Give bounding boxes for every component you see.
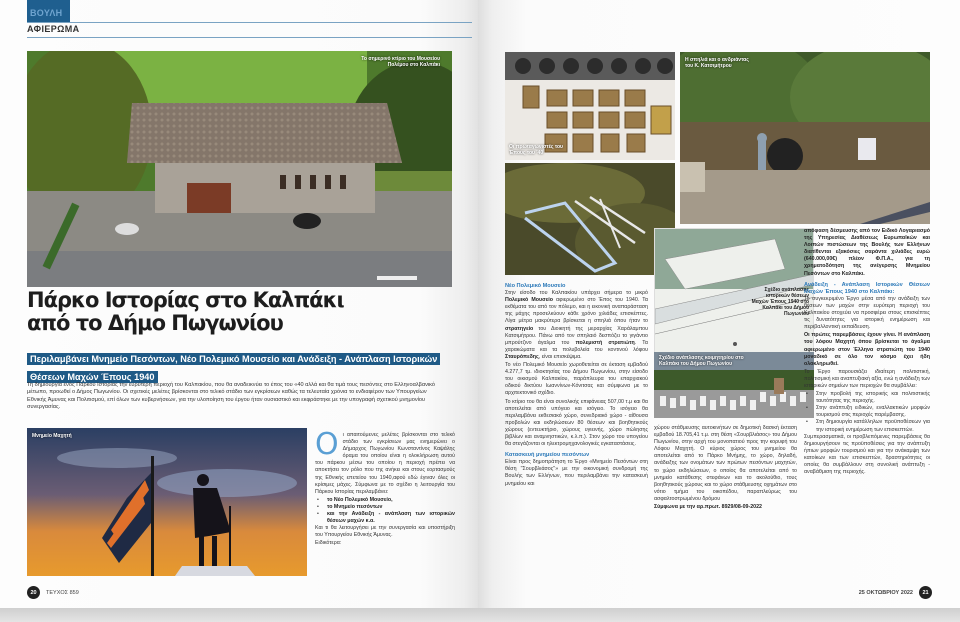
museum-photo-caption: Οι πρωταγωνιστές του Έπους του '40 — [509, 144, 563, 156]
right-column-1 — [505, 283, 648, 489]
museum-building-paragraph: Το κτίριο του θα είναι συνολικής επιφάνειας 507,00 τ.μ και θα αποτελείται από υπόγειο και ισόγειο. Το ισόγειο θα περιλαμβάνει εκθεσιακό χώρο, συνεδριακό χώρο - αίθουσα προβολών και εκδηλώσεων 80 θέσεων και βοηθητικούς χώρους (εντευκτήριο, χώρους υγιεινής, χώρο πώλησης βιβλίων και αναμνηστικών, κ.λ.π.). Στον χώρο του υπογείου θα στεγάζονται οι ηλεκτρομηχανολογικές εγκαταστάσεις. — [505, 398, 648, 448]
left-body-column — [315, 427, 455, 549]
cave-statue-image — [680, 52, 930, 224]
site-plan-drawing — [654, 228, 814, 353]
project-benefits-list — [804, 391, 930, 434]
right-column-3 — [804, 228, 930, 477]
list-item: • Στην ανάπτυξη ειδικών, εναλλακτικών μορφών τουρισμού στις περιοχές παρέμβασης. — [804, 405, 930, 419]
headline-line-1: Πάρκο Ιστορίας στο Καλπάκι — [27, 288, 344, 312]
photo-fighter-monument — [27, 428, 307, 576]
left-page — [0, 0, 478, 610]
monument-sunset-image — [27, 428, 307, 576]
list-item: • και την Ανάδειξη - ανάπλαση των ιστορικών θέσεων μαχών κ.α. — [315, 511, 455, 525]
project-value-paragraph: Το Έργο παρουσιάζει ιδιαίτερη πολιτιστική, πολιτισμική και αναπτυξιακή αξία, ενώ η ανάδειξη των ιστορικών σημείων των περιοχών θα συμβάλλει: — [804, 368, 930, 389]
conclusion-paragraph: Συμπερασματικά, οι προβλεπόμενες παρεμβάσεις θα δημιουργήσουν τις προϋποθέσεις για την ανάπτυξη ήπιων μορφών τουρισμού και για την ανάκαμψη των κατοίκων και των επισκεπτών, δραστηριότητες οι οποίες θα συμβάλλουν στη συνολική ανάπτυξη - αναβάθμιση της περιοχής. — [804, 433, 930, 476]
right-page — [478, 0, 960, 610]
dropcap: Ο — [315, 427, 339, 462]
photo-trenches-aerial — [505, 163, 675, 275]
new-museum-heading: Νέο Πολεμικό Μουσείο — [505, 283, 566, 289]
cooperation-paragraph: Και τι θα λειτουργήσει με την συνεργασία και υποστήριξη του Υπουργείου Εθνικής Άμυνας. — [315, 525, 455, 539]
reference-footnote: Σύμφωνα με την αρ.πρωτ. 8929/08-09-2022 — [654, 504, 763, 511]
list-item: • Στη δημιουργία κατάλληλων προϋποθέσεων για την ιστορική ενημέρωση των επισκεπτών. — [804, 419, 930, 433]
photo-cave-statue — [680, 52, 930, 224]
article-headline — [27, 289, 447, 335]
issue-label: ΤΕΥΧΟΣ 859 — [46, 589, 79, 596]
section-label: ΑΦΙΕΡΩΜΑ — [27, 24, 80, 34]
museum-location-paragraph: Το νέο Πολεμικό Μουσείο χωροθετείται σε έκταση εμβαδού 4.277,7 τμ. ιδιοκτησίας του Δήμου Πωγωνίου, στην είσοδο του οικισμού Καλπακίου, παράπλευρα του επαρχιακού οδικού δικτύου Ιωαννίνων-Κόνιτσας και σύμφωνα με το αρχιτεκτονικό σχέδιο. — [505, 362, 648, 397]
article-lede: Τη δημιουργία ενός Πάρκου Ιστορίας την ευρύτερη περιοχή του Καλπακίου, που θα αναδεικνύει το έπος του «40 αλλά και θα τιμά τους πεσόντες στο Ελληνοαλβανικό μέτωπο, προωθεί ο Δήμος Πωγωνίου. Οι σχετικές μελέτες βρίσκονται στο τελικό στάδιο των εγκρίσεων καθώς τα τελευταία χρόνια το ενδιαφέρον των Υπουργείων Εθνικής Άμυνας και Πολιτισμού, επί όλων των κυβερνήσεων, για την υλοποίηση του έργου ήταν ουσιαστικό και εκφράστηκε με την υπογραφή σχετικού μνημονίου συνεργασίας. — [27, 382, 435, 411]
memorial-paragraph: Είναι προς δημοπράτηση το Έργο «Μνημείο Πεσόντων στη θέση "Σουρβλιάσος"» με την οικονομική συνδρομή της Βουλής των Ελλήνων, που περιλαμβάνει την κατασκευή μνημείου και — [505, 459, 648, 487]
park-components-list — [315, 497, 455, 525]
hero-photo-museum — [27, 51, 452, 287]
right-column-2 — [654, 425, 797, 512]
issue-date: 25 ΟΚΤΩΒΡΙΟΥ 2022 — [858, 589, 913, 596]
monument-photo-caption: Μνημείο Μαχητή — [32, 433, 72, 439]
intro-paragraph: Οι απαιτούμενες μελέτες βρίσκονται στο τελικό στάδιο των εγκρίσεων μας ενημερώνει ο Δήμαρχος Πωγωνίου Κωνσταντίνος Καψάλης όραμα του οποίου είναι η ολοκλήρωση αυτού του πάρκου μέσω του οποίου η περιοχή πρέπει να αποκτήσει τον ρόλο που της ανήκει και στους εορτασμούς της Εθνικής επετείου του 1940,αφού εδώ έγιναν όλες οι κρίσιμες μάχες. Σύμφωνα με το σχέδιο η λειτουργία του Πάρκου Ιστορίας περιλαμβάνει: — [315, 427, 455, 495]
left-page-footer — [27, 586, 79, 599]
specifically-label: Ειδικότερα: — [315, 540, 342, 547]
museum-paragraph: Στην είσοδο του Καλπακίου υπάρχει σήμερα το μικρό Πολεμικό Μουσείο αφιερωμένο στο Έπος του 1940. Τα εκθέματα του από τον πόλεμο, και η εικονική αναπαράσταση της μάχης προσελκύουν κάθε χρόνο χιλιάδες επισκέπτες. Λίγα μέτρα μακρύτερα βρίσκεται η σπηλιά όπου ήταν το στρατηγείο του Διοικητή της μεραρχίας Χαράλαμπου Κατσιμήτρου. Πάνω από τον σπηλαιό δεσπόζει το γιγάντιο μπρούτζινο άγαλμα του πολεμιστή στρατιώτη. Τα χαρακώματα και τα πολυβολεία του κοντινού λόφου Σταυρόπεδης, είναι επισκέψιμα. — [505, 290, 648, 360]
page-number-badge: 21 — [919, 586, 932, 599]
site-upgrade-paragraph: Το συγκεκριμένο Έργο μέσα από την ανάδειξη των θέσεων των μαχών στην ευρύτερη περιοχή του Καλπακίου στοχεύει να προσφέρει στους επισκέπτες τις δυνατότητες για ιστορική ενημέρωση και περιβαλλοντική εκπαίδευση. — [804, 295, 930, 331]
article-subhead — [27, 349, 447, 385]
list-item: • Στην προβολή της ιστορικής και πολιτιστικής ταυτότητας της περιοχής. — [804, 391, 930, 405]
hero-photo-caption: Το σημερινό κτίριο του Μουσείου Πολέμου στο Καλπάκι — [361, 56, 440, 68]
subhead-text: Περιλαμβάνει Μνημείο Πεσόντων, Νέο Πολεμικό Μουσείο και Ανάδειξη - Ανάπλαση Ιστορικών Θέσεων Μαχών Έπους 1940 — [27, 353, 440, 383]
first-interventions-paragraph: Οι πρώτες παρεμβάσεις έχουν γίνει. Η ανάπλαση του λόφου Μαχητή όπου βρίσκεται το άγαλμα αφιερωμένο στον Έλληνα στρατιώτη του 1940 μοναδικό σε όλο τον κόσμο έχει ήδη ολοκληρωθεί. — [804, 332, 930, 367]
museum-aerial-image — [27, 51, 452, 287]
cemetery-render-caption: Σχέδιο ανάπλασης κοιμητηρίου στο Καλπάκι του Δήμου Πωγωνίου — [659, 355, 744, 367]
brand-logo: ΒΟΥΛΗ — [27, 0, 70, 23]
photo-cemetery-render — [654, 352, 814, 418]
funding-paragraph: απόφαση δέσμευσης από τον Ειδικό Λογαριασμό της Υπηρεσίας Διαθέσεως Ευρωπαϊκών και Λοιπών πιστώσεων της Βουλής των Ελλήνων διατίθενται εξακόσιες σαράντα χιλιάδες ευρώ (640.000,00€) πλέον Φ.Π.Α., για τη χρηματοδότηση της ανέγερσης Μνημείου Πεσόντων στο Καλπάκι. — [804, 228, 930, 277]
photo-museum-interior — [505, 52, 675, 160]
memorial-construction-heading: Κατασκευή μνημείου πεσόντων — [505, 452, 590, 459]
headline-line-2: από το Δήμο Πωγωνίου — [27, 311, 283, 335]
site-plan-caption: Σχέδιο ανάπλασης ιστορικών θέσεων Μαχών Έπους 1940 στο Καλπάκι του Δήμου Πωγωνίου — [751, 287, 809, 317]
trenches-aerial-image — [505, 163, 675, 275]
site-upgrade-heading: Ανάδειξη - Ανάπλαση Ιστορικών Θέσεων Μαχών Έπους 1940 στο Καλπάκι: — [804, 281, 930, 295]
header-rule-top — [27, 22, 472, 23]
list-item: • το Νέο Πολεμικό Μουσείο, — [315, 497, 455, 504]
page-number-badge: 20 — [27, 586, 40, 599]
list-item: • το Μνημείο πεσόντων — [315, 504, 455, 511]
memorial-details-paragraph: χώρου στάθμευσης αυτοκινήτων σε δημοτική δασική έκταση εμβαδού 18.705,41 τ.μ. στη θέση «Σουρβλιάσος» του Δήμου Πωγωνίου, στην αρχή του μονοπατιού προς την κορυφή του Λόφου Μαχητή. Ο κύριος χώρος του μνημείου θα αποτελείται από το Πάρκο Μνήμης, το χώρο, δηλαδή, ανάδειξης των ονομάτων των πρώτων πεσόντων μαχητών, το χώρο εκδηλώσεων, ο οποίος θα αποτελείται από το μνημείο κατάθεσης στεφάνων και το ακολούθιο, τους βοηθητικούς χώρους και το χώρο στάθμευσης οχημάτων στο νότιο τμήμα του οικοπέδου, παραπλεύρως του ασφαλτοστρωμένου δρόμου — [654, 425, 797, 502]
page-bottom-shadow — [0, 608, 960, 622]
cave-photo-caption: Η σπηλιά και ο ανδριάντας του Κ. Κατσιμήτρου — [685, 57, 749, 69]
header-rule-bottom — [27, 37, 472, 38]
right-page-footer — [859, 586, 932, 599]
